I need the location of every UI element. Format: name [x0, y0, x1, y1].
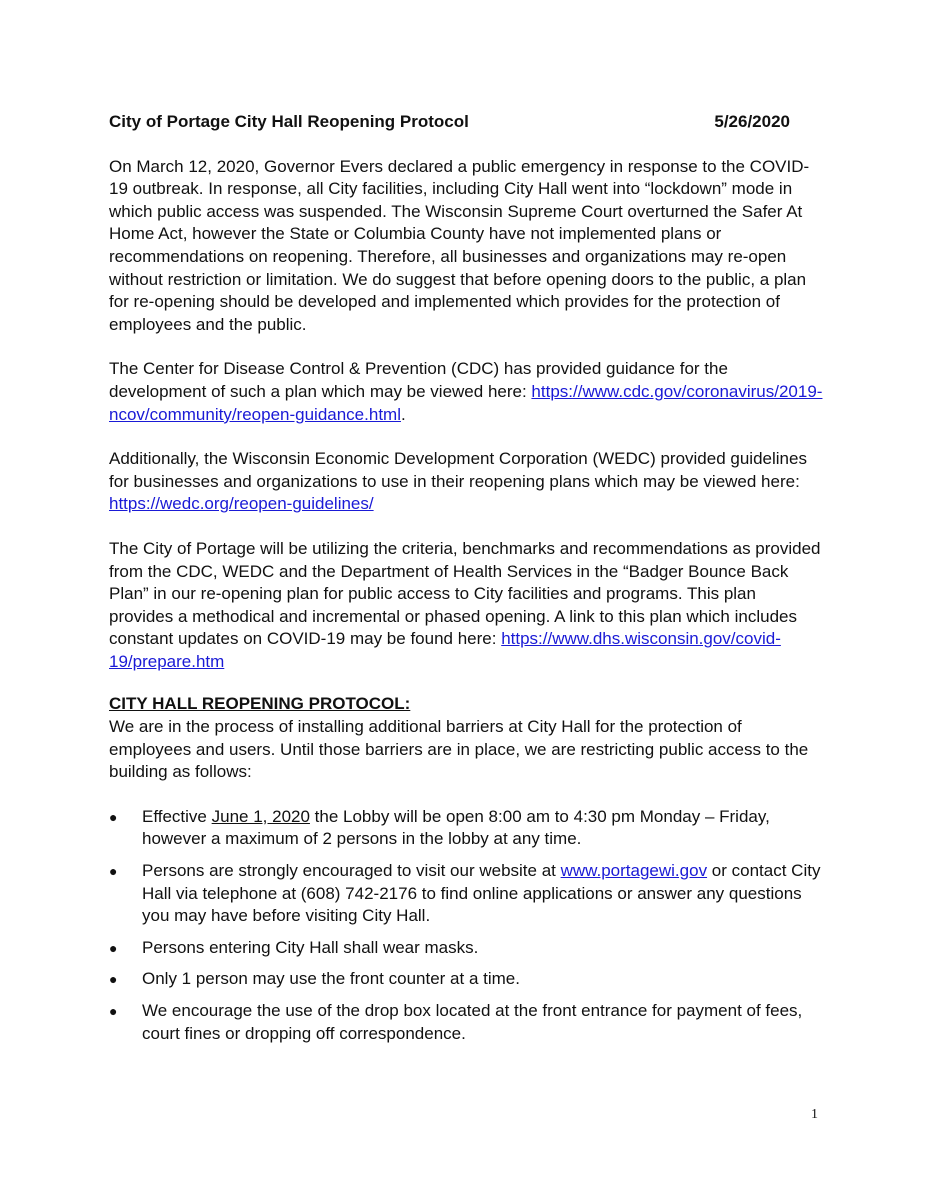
intro-paragraph: On March 12, 2020, Governor Evers declared a public emergency in response to the COVID-19 outbreak. In response, all City facilities, including City Hall went into “lockdown” mode in which public access was suspended. The Wisconsin Supreme Court overturned the Safer At Home Act, however the State or Columbia County have not implemented plans or recommendations on reopening. Therefore, all businesses and organizations may re-open without restriction or limitation. We do suggest that before opening doors to the public, a plan for re-opening should be developed and implemented which provides for the protection of employees and the public. — [109, 156, 810, 334]
list-item — [109, 968, 824, 991]
bullet-2-post: or contact City Hall via telephone at (608) 742-2176 to find online applications or answer any questions you may have before visiting City Hall. — [142, 861, 821, 926]
bullet-3-text: Persons entering City Hall shall wear masks. — [142, 937, 479, 957]
list-item — [109, 937, 824, 960]
wedc-guidelines-link[interactable]: https://wedc.org/reopen-guidelines/ — [109, 494, 374, 514]
document-header — [109, 111, 824, 134]
list-item — [109, 860, 824, 928]
bullet-icon: ● — [109, 971, 118, 988]
cdc-paragraph — [109, 358, 824, 426]
bullet-icon: ● — [109, 808, 118, 825]
wedc-paragraph — [109, 448, 824, 516]
cdc-guidance-link[interactable]: https://www.cdc.gov/coronavirus/2019-ncov/community/reopen-guidance.html — [109, 381, 823, 424]
bullet-icon: ● — [109, 939, 118, 956]
list-item — [109, 1000, 824, 1045]
dhs-prepare-link[interactable]: https://www.dhs.wisconsin.gov/covid-19/prepare.htm — [109, 629, 781, 671]
cdc-paragraph-text: The Center for Disease Control & Prevention (CDC) has provided guidance for the development of such a plan which may be viewed here: — [109, 359, 728, 401]
section-intro: We are in the process of installing additional barriers at City Hall for the protection of employees and users. Until those barriers are in place, we are restricting public access to the building as follows: — [109, 717, 809, 782]
bullet-5-text: We encourage the use of the drop box located at the front entrance for payment of fees, court fines or dropping off correspondence. — [142, 1001, 803, 1043]
section-heading: CITY HALL REOPENING PROTOCOL: — [109, 694, 411, 714]
bullet-1-post: the Lobby will be open 8:00 am to 4:30 pm Monday – Friday, however a maximum of 2 persons in the lobby at any time. — [142, 806, 770, 849]
bullet-4-text: Only 1 person may use the front counter at a time. — [142, 969, 520, 989]
document-title: City of Portage City Hall Reopening Protocol — [109, 112, 469, 131]
protocol-list — [109, 806, 824, 1045]
page-number: 1 — [811, 1107, 818, 1122]
city-website-link[interactable]: www.portagewi.gov — [560, 861, 708, 881]
list-item — [109, 806, 824, 851]
cdc-paragraph-period: . — [400, 404, 406, 424]
bullet-2-pre: Persons are strongly encouraged to visit our website at — [142, 861, 561, 881]
document-body — [109, 111, 824, 1054]
document-date: 5/26/2020 — [714, 112, 790, 131]
bullet-icon: ● — [109, 1003, 118, 1019]
bullet-icon: ● — [109, 863, 118, 880]
wedc-paragraph-text: Additionally, the Wisconsin Economic Development Corporation (WEDC) provided guidelines for businesses and organizations to use in their reopening plans which may be viewed here: — [109, 449, 807, 491]
badger-plan-paragraph-text: The City of Portage will be utilizing the criteria, benchmarks and recommendations as provided from the CDC, WEDC and the Department of Health Services in the “Badger Bounce Back Plan” in our re-opening plan for public access to City facilities and programs. This plan provides a methodical and incremental or phased opening. A link to this plan which includes constant updates on COVID-19 may be found here: — [109, 538, 821, 649]
bullet-1-pre: Effective — [142, 806, 212, 826]
badger-plan-paragraph — [109, 538, 824, 674]
bullet-1-date: June 1, 2020 — [211, 806, 310, 826]
